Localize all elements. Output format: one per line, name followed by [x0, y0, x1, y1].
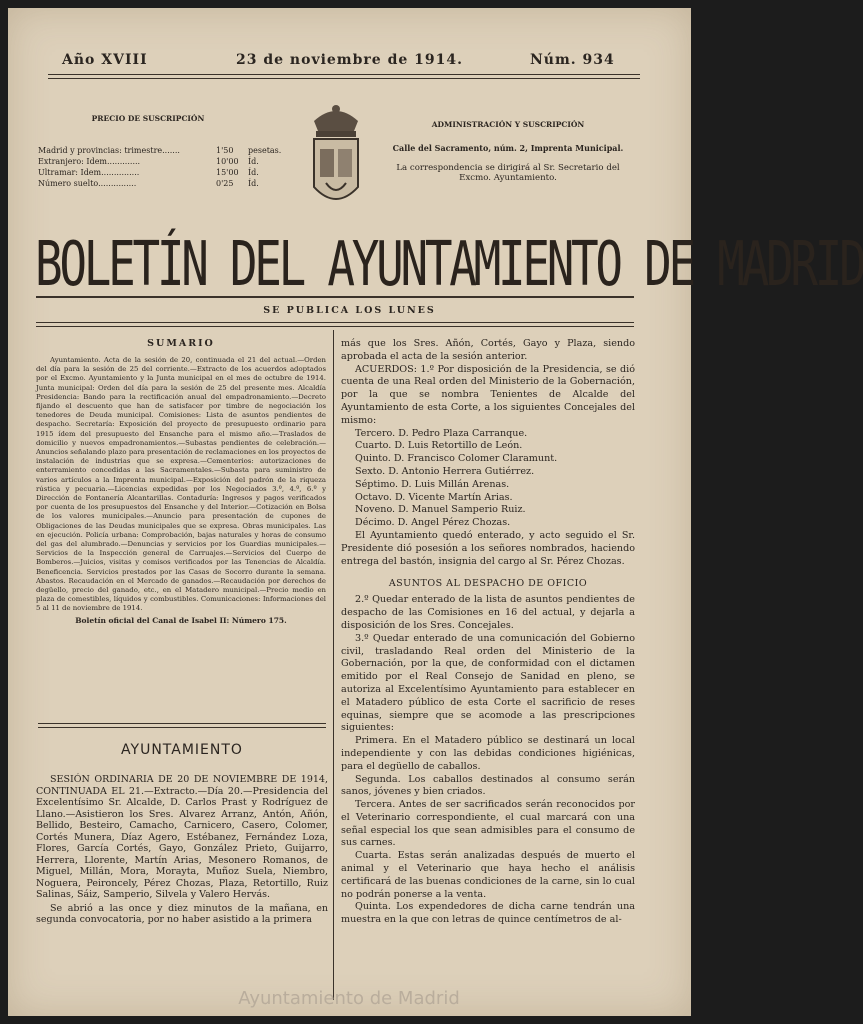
header-rule [48, 74, 640, 75]
madrid-coat-of-arms [304, 99, 368, 217]
price-label: Ultramar: Idem............... [38, 168, 140, 177]
deputy-mayors-list [341, 428, 635, 530]
publication-frequency: SE PUBLICA LOS LUNES [263, 305, 436, 316]
price-row [38, 178, 298, 189]
sumario-section [36, 338, 326, 718]
price-table [38, 145, 298, 189]
price-row [38, 145, 298, 156]
price-unit: Íd. [248, 168, 259, 177]
column-divider [333, 330, 334, 1000]
price-heading: PRECIO DE SUSCRIPCIÓN [91, 114, 205, 123]
sumario-heading: SUMARIO [147, 338, 215, 349]
deputy-mayor-item: Sexto. D. Antonio Herrera Gutiérrez. [355, 465, 535, 477]
header-rule-2 [48, 78, 640, 79]
office-matters-heading: ASUNTOS AL DESPACHO DE OFICIO [388, 578, 588, 590]
price-value: 10'00 [216, 157, 239, 166]
admin-note: La correspondencia se dirigirá al Sr. Secretario del Excmo. Ayuntamiento. [396, 163, 620, 183]
deputy-mayor-item: Octavo. D. Vicente Martín Arias. [355, 491, 513, 503]
price-unit: pesetas. [248, 146, 282, 155]
rule-fifth: Quinta. Los expendedores de dicha carne tendrán una muestra en la que con letras de quince centímetros de al- [341, 901, 635, 926]
price-label: Extranjero: Idem............. [38, 157, 141, 166]
canal-bulletin: Boletín oficial del Canal de Isabel II: Número 175. [75, 615, 287, 625]
rule-fourth: Cuarta. Estas serán analizadas después de muerto el animal y el Veterinario que haya hecho el análisis certificará de las buenas condiciones de la carne, sin lo cual no podrán ponerse a la venta. [341, 850, 635, 900]
session-opening: Se abrió a las once y diez minutos de la mañana, en segunda convocatoria, por no haber asistido a la primera [36, 902, 328, 925]
sumario-text: Ayuntamiento. Acta de la sesión de 20, continuada el 21 del actual.—Orden del día para la sesión de 25 del corriente.—Extracto de los acuerdos adoptados por el Excmo. Ayuntamiento y la Junta municipal en el mes de octubre de 1914. Junta municipal: Orden del día para la sesión de 25 del presente mes. Alcaldía Presidencia: Bando para la rectificación anual del empadronamiento.—Decreto fijando el descuento que han de satisfacer por timbre de negociación los tenedores de Deuda municipal. Comisiones: Lista de asuntos pendientes de despacho. Secretaría: Exposición del proyecto de presupuesto ordinario para 1915 ídem del presupuesto del Ensanche para el mismo año.—Traslados de domicilio y nuevos empadronamientos.—Subastas pendientes de celebración.—Anuncios señalando plazo para presentación de reclamaciones en los proyectos de instalación de industrias que se expresa.—Cementerios: autorizaciones de enterramiento concedidas a las Sacramentales.—Subasta para suministro de varios artículos a la Imprenta municipal.—Exposición del padrón de la riqueza rústica y pecuaria.—Licencias expedidas por los Negociados 3.º, 4.º, 6.º y Dirección de Fontanería Alcantarillas. Contaduría: Ingresos y pagos verificados por cuenta de los presupuestos del Ensanche y del Interior.—Cotización en Bolsa de los valores municipales.—Anuncio para presentación de cupones de Obligaciones de las Deudas municipales que se expresa. Obras municipales. Las en ejecución. Policía urbana: Comprobación, bajas naturales y horas de consumo del gas del alumbrado.—Denuncias y servicios por los Guardias municipales.—Servicios de la Inspección general de Carruajes.—Servicios del Cuerpo de Bomberos.—Juicios, visitas y comisos verificados por las Tenencias de Alcaldía. Beneficencia. Servicios prestados por las Casas de Socorro durante la semana. Abastos. Recaudación en el Mercado de ganados.—Recaudación por derechos de degüello, precio del ganado, etc., en el Matadero municipal.—Precio medio en plaza de comestibles, líquidos y combustibles. Comunicaciones: Informaciones del 5 al 11 de noviembre de 1914. [36, 356, 326, 613]
subtitle-rule [36, 322, 634, 323]
newspaper-title: BOLETÍN DEL AYUNTAMIENTO DE MADRID [35, 228, 863, 301]
rule-second: Segunda. Los caballos destinados al consumo serán sanos, jóvenes y bien criados. [341, 773, 635, 798]
archive-watermark: Ayuntamiento de Madrid [238, 988, 460, 1009]
price-value: 15'00 [216, 168, 239, 177]
deputy-mayor-item: Cuarto. D. Luis Retortillo de León. [355, 440, 523, 452]
masthead-header [52, 52, 637, 84]
session-extract: SESIÓN ORDINARIA DE 20 DE NOVIEMBRE DE 1914, CONTINUADA EL 21.—Extracto.—Día 20.—Presidencia del Excelentísimo Sr. Alcalde, D. Carlos Prast y Rodríguez de Llano.—Asistieron los Sres. Alvarez Arranz, Antón, Añón, Bellido, Besteiro, Camacho, Carnicero, Casero, Colomer, Cortés Munera, Díaz Agero, Estébanez, Fernández Loza, Flores, García Cortés, Gayo, González Prieto, Guijarro, Herrera, Llorente, Martín Arias, Mesonero Romanos, de Miguel, Millán, Mora, Morayta, Muñoz Suela, Niembro, Noguera, Peironcely, Pérez Chozas, Plaza, Retortillo, Ruiz Salinas, Sáiz, Samperio, Silvela y Valero Hervás. [36, 774, 328, 900]
deputy-mayor-item: Séptimo. D. Luis Millán Arenas. [355, 478, 510, 490]
agreement-1: ACUERDOS: 1.º Por disposición de la Presidencia, se dió cuenta de una Real orden del Ministerio de la Gobernación, por la que se nombra Tenientes de Alcalde del Ayuntamiento de esta Corte, a los siguientes Concejales del mismo: [341, 363, 635, 426]
title-rule [36, 296, 634, 298]
right-column [341, 338, 635, 998]
deputy-mayor-item: Noveno. D. Manuel Samperio Ruiz. [355, 504, 526, 516]
subtitle-rule-2 [36, 326, 634, 327]
rule-first: Primera. En el Matadero público se destinará un local independiente y con las debidas condiciones higiénicas, para el degüello de caballos. [341, 735, 635, 772]
price-box [38, 114, 298, 204]
price-label: Número suelto............... [38, 179, 137, 188]
price-label: Madrid y provincias: trimestre....... [38, 146, 180, 155]
section-rule-2 [38, 727, 326, 728]
deputy-mayor-item: Quinto. D. Francisco Colomer Claramunt. [355, 453, 558, 465]
price-unit: Íd. [248, 157, 259, 166]
price-row [38, 167, 298, 178]
admin-address: Calle del Sacramento, núm. 2, Imprenta Municipal. [392, 143, 624, 153]
newspaper-page [8, 8, 863, 1016]
session-continuation: más que los Sres. Añón, Cortés, Gayo y Plaza, siendo aprobada el acta de la sesión anterior. [341, 338, 635, 362]
issue-date: 23 de noviembre de 1914. [236, 52, 463, 68]
deputy-mayor-item: Tercero. D. Pedro Plaza Carranque. [355, 427, 528, 439]
rule-third: Tercera. Antes de ser sacrificados serán reconocidos por el Veterinario correspondiente, el cual marcará con una señal especial los que sean admisibles para el consumo de sus carnes. [341, 799, 635, 849]
issue-year: Año XVIII [62, 52, 148, 68]
price-unit: Íd. [248, 179, 259, 188]
issue-number: Núm. 934 [530, 52, 615, 68]
ayuntamiento-heading: AYUNTAMIENTO [121, 742, 243, 758]
admin-box [383, 120, 633, 215]
price-value: 0'25 [216, 179, 234, 188]
agreement-3: 3.º Quedar enterado de una comunicación del Gobierno civil, trasladando Real orden del Ministerio de la Gobernación, por la que, de conformidad con el dictamen emitido por el Real Consejo de Sanidad en pleno, se autoriza al Excelentísimo Ayuntamiento para establecer en el Matadero público de esta Corte el sacrificio de reses equinas, siempre que se acomode a las prescripciones siguientes: [341, 632, 635, 734]
deputy-mayor-item: Décimo. D. Angel Pérez Chozas. [355, 517, 511, 529]
agreement-1-outcome: El Ayuntamiento quedó enterado, y acto seguido el Sr. Presidente dió posesión a los señores nombrados, haciendo entrega del bastón, insignia del cargo al Sr. Pérez Chozas. [341, 529, 635, 567]
price-value: 1'50 [216, 146, 234, 155]
ayuntamiento-section [36, 742, 328, 992]
section-rule [38, 723, 326, 724]
admin-heading: ADMINISTRACIÓN Y SUSCRIPCIÓN [431, 120, 585, 129]
agreement-2: 2.º Quedar enterado de la lista de asuntos pendientes de despacho de las Comisiones en 16 del actual, y dejarla a disposición de los Sres. Concejales. [341, 594, 635, 631]
price-row [38, 156, 298, 167]
